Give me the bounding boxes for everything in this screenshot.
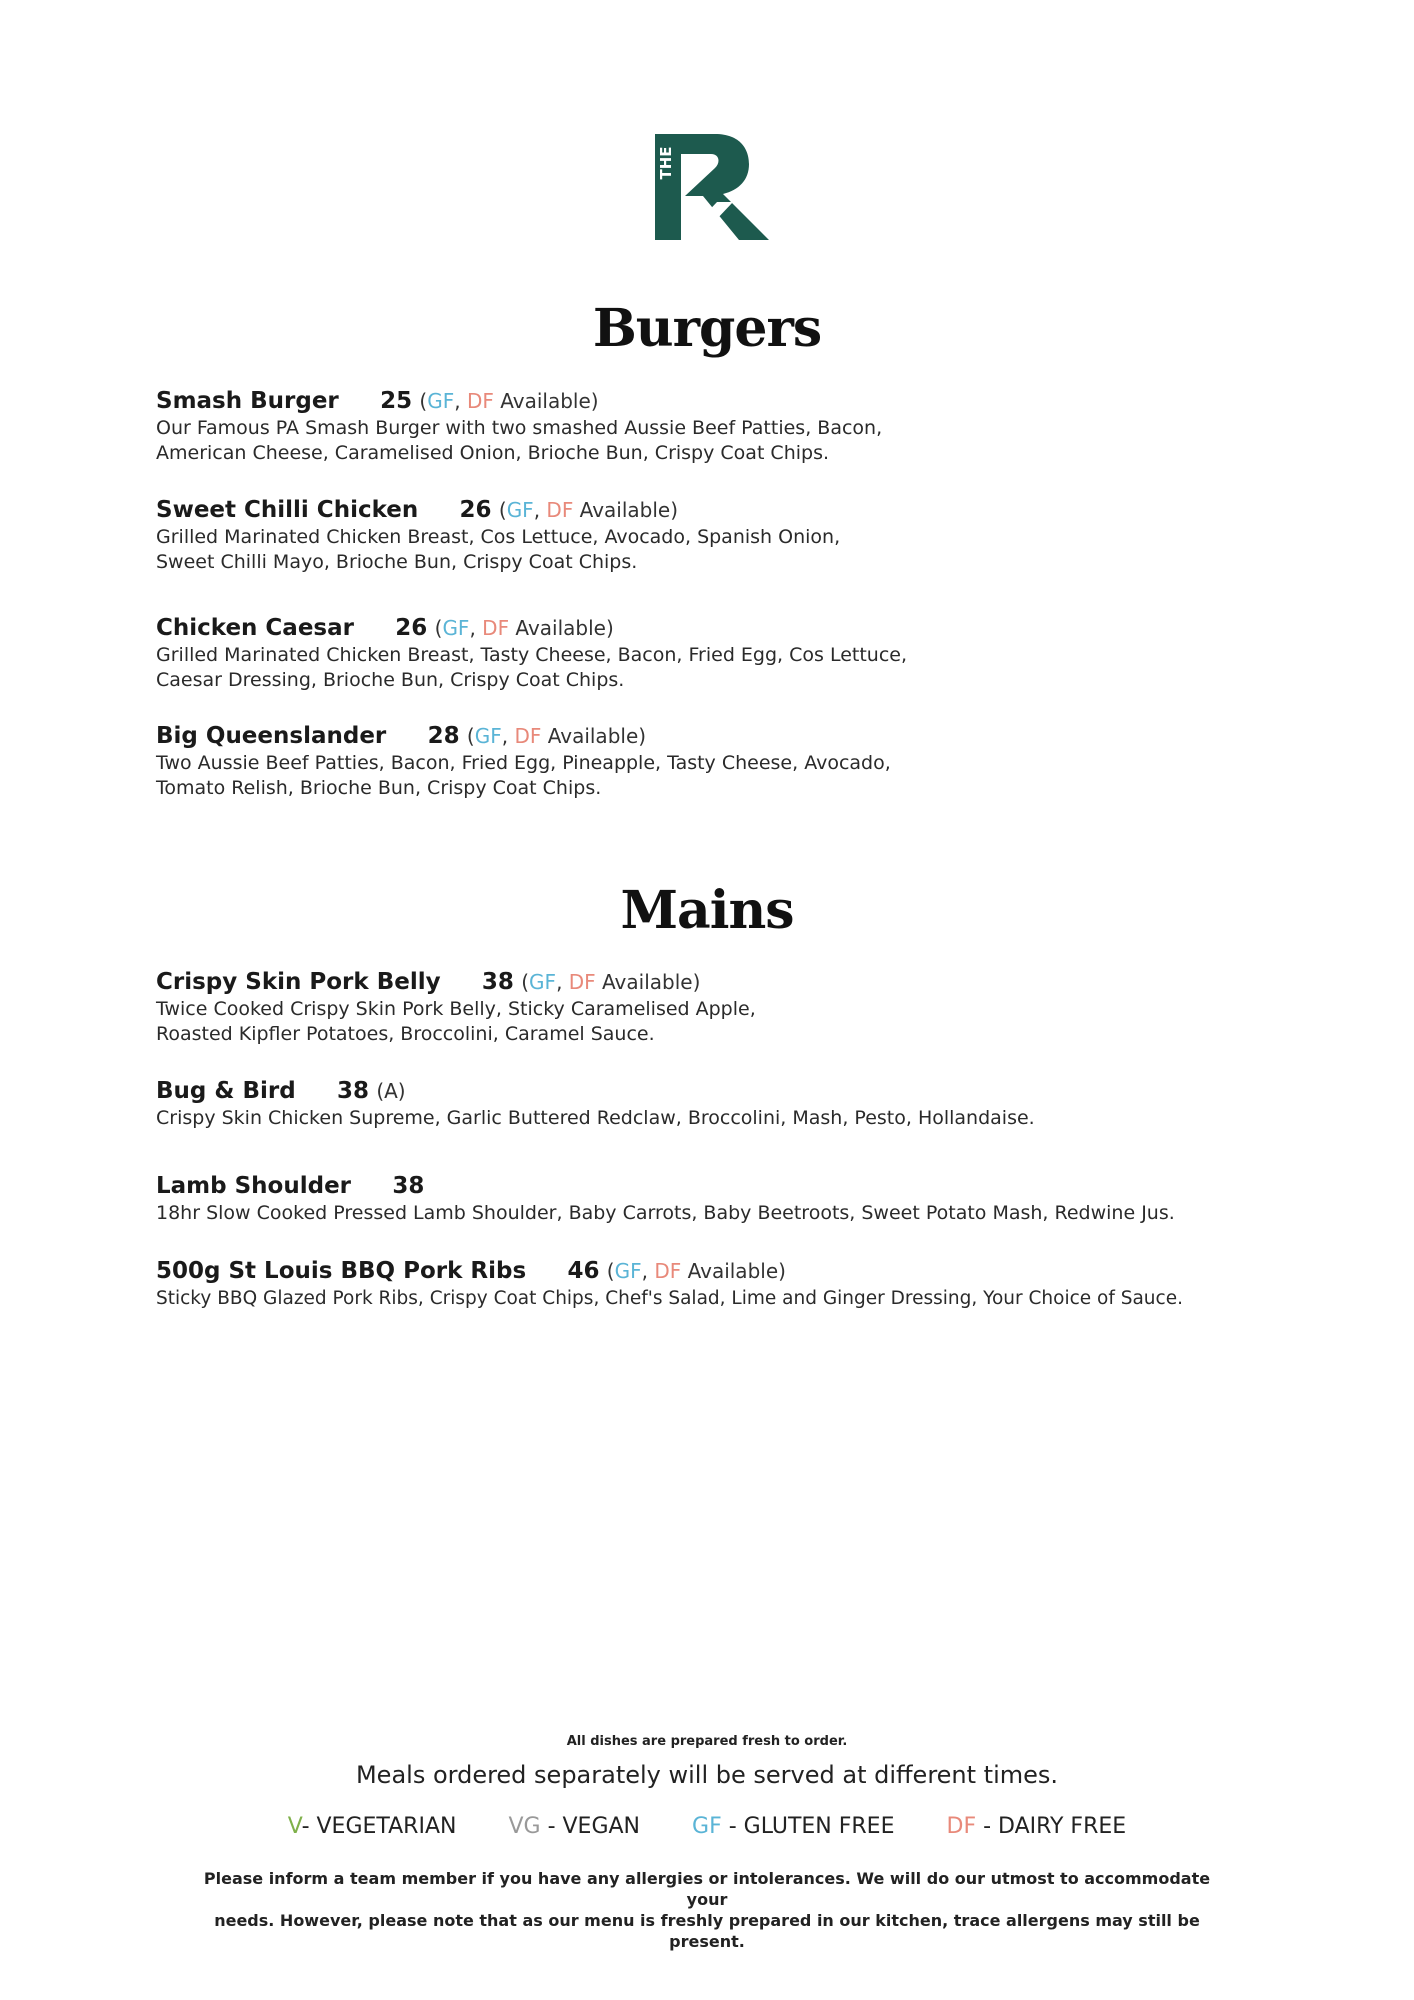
item-tags: (GF, DF Available)	[434, 616, 614, 640]
brand-logo	[645, 132, 771, 242]
legend-dairy-free: DF - DAIRY FREE	[946, 1814, 1127, 1839]
menu-item	[156, 1256, 1356, 1311]
menu-item	[156, 1171, 1356, 1226]
item-name: Bug & Bird	[156, 1078, 296, 1104]
item-tags: (GF, DF Available)	[419, 389, 599, 413]
item-name: Big Queenslander	[156, 723, 387, 749]
item-tags: (GF, DF Available)	[466, 724, 647, 748]
dietary-legend	[0, 1814, 1414, 1839]
item-price: 26	[459, 497, 492, 523]
allergy-notice-line: needs. However, please note that as our menu is freshly prepared in our kitchen, trace allergens may still be present.	[214, 1911, 1200, 1951]
legend-vegetarian: V- VEGETARIAN	[287, 1814, 457, 1839]
item-description: Grilled Marinated Chicken Breast, Cos Lettuce, Avocado, Spanish Onion,	[156, 526, 841, 548]
item-description: Crispy Skin Chicken Supreme, Garlic Buttered Redclaw, Broccolini, Mash, Pesto, Hollandaise.	[156, 1107, 1035, 1129]
item-price: 38	[481, 969, 514, 995]
item-tags: (GF, DF Available)	[521, 970, 701, 994]
item-tags: (GF, DF Available)	[606, 1259, 786, 1283]
item-price: 25	[380, 388, 413, 414]
item-description: Twice Cooked Crispy Skin Pork Belly, Sticky Caramelised Apple,	[156, 998, 756, 1020]
legend-gluten-free: GF - GLUTEN FREE	[692, 1814, 895, 1839]
item-description: Tomato Relish, Brioche Bun, Crispy Coat Chips.	[156, 777, 602, 799]
menu-item	[156, 386, 1356, 466]
item-price: 26	[395, 615, 428, 641]
logo-text: THE	[657, 146, 675, 180]
item-price: 38	[392, 1173, 425, 1199]
fresh-note: All dishes are prepared fresh to order.	[566, 1734, 848, 1749]
item-description: Our Famous PA Smash Burger with two smashed Aussie Beef Patties, Bacon,	[156, 417, 883, 439]
item-description: Caesar Dressing, Brioche Bun, Crispy Coat Chips.	[156, 669, 625, 691]
item-description: Roasted Kipfler Potatoes, Broccolini, Caramel Sauce.	[156, 1023, 655, 1045]
legend-vegan: VG - VEGAN	[508, 1814, 641, 1839]
section-title-burgers: Burgers	[592, 298, 822, 359]
item-description: 18hr Slow Cooked Pressed Lamb Shoulder, Baby Carrots, Baby Beetroots, Sweet Potato Mash, Redwine Jus.	[156, 1202, 1175, 1224]
section-title-mains: Mains	[620, 880, 794, 941]
item-name: Smash Burger	[156, 388, 339, 414]
item-price: 38	[336, 1078, 369, 1104]
item-name: 500g St Louis BBQ Pork Ribs	[156, 1258, 527, 1284]
item-description: Sticky BBQ Glazed Pork Ribs, Crispy Coat Chips, Chef's Salad, Lime and Ginger Dressing, Your Choice of Sauce.	[156, 1288, 1183, 1309]
item-tags: (A)	[376, 1079, 406, 1103]
item-name: Sweet Chilli Chicken	[156, 497, 419, 523]
served-note: Meals ordered separately will be served at different times.	[355, 1761, 1059, 1789]
allergy-notice-line: Please inform a team member if you have any allergies or intolerances. We will do our utmost to accommodate your	[203, 1869, 1211, 1909]
item-price: 46	[567, 1258, 600, 1284]
menu-item	[156, 967, 1356, 1047]
item-description: Sweet Chilli Mayo, Brioche Bun, Crispy Coat Chips.	[156, 551, 638, 573]
item-price: 28	[427, 723, 460, 749]
item-name: Lamb Shoulder	[156, 1173, 352, 1199]
menu-item	[156, 721, 1356, 801]
item-name: Chicken Caesar	[156, 615, 354, 641]
item-name: Crispy Skin Pork Belly	[156, 969, 441, 995]
item-description: Grilled Marinated Chicken Breast, Tasty Cheese, Bacon, Fried Egg, Cos Lettuce,	[156, 644, 908, 666]
item-description: American Cheese, Caramelised Onion, Brioche Bun, Crispy Coat Chips.	[156, 442, 830, 464]
item-description: Two Aussie Beef Patties, Bacon, Fried Egg, Pineapple, Tasty Cheese, Avocado,	[156, 752, 891, 774]
menu-item	[156, 495, 1356, 575]
allergy-notice	[190, 1868, 1224, 1952]
menu-item	[156, 1076, 1356, 1131]
menu-item	[156, 613, 1356, 693]
item-tags: (GF, DF Available)	[498, 498, 679, 522]
